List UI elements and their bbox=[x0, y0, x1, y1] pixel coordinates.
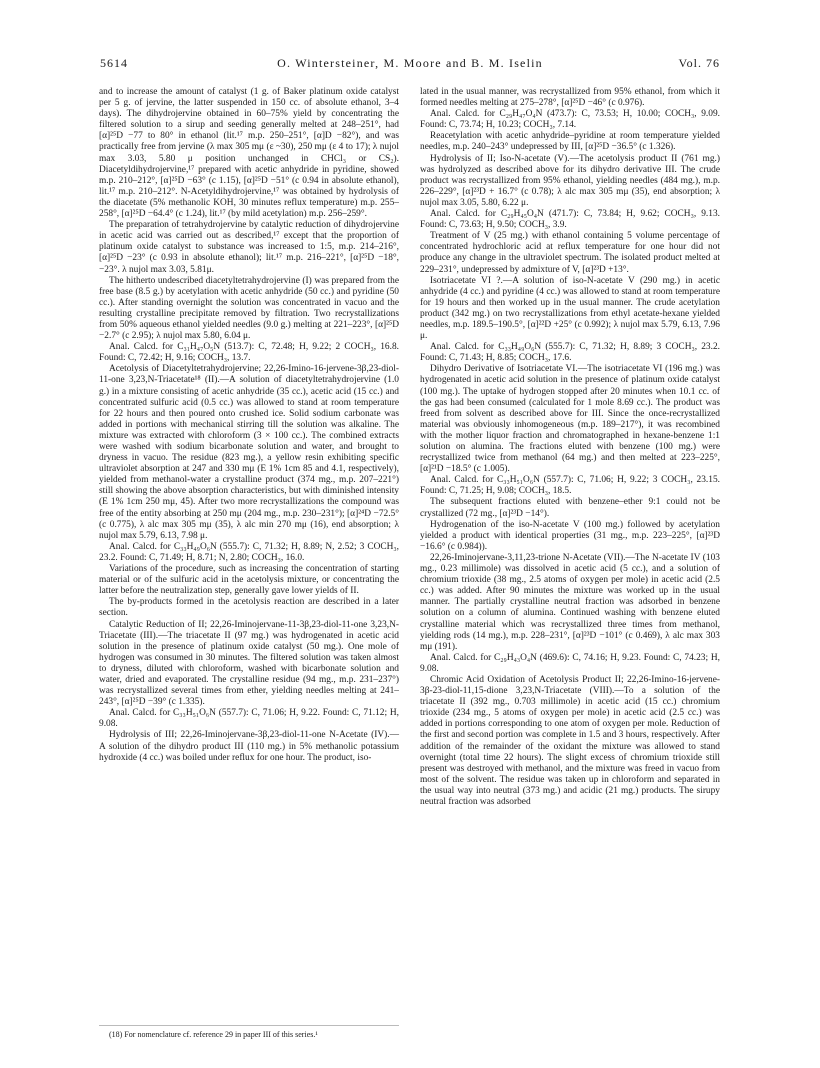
paragraph: 22,26-Iminojervane-3,11,23-trione N-Acetate (VII).—The N-acetate IV (103 mg., 0.23 millimole) was dissolved in acetic acid (5 cc.), and a solution of chromium trioxide (38 mg., 2.5 atoms of oxygen per mole) in acetic acid (2.5 cc.) was added. After 90 minutes the mixture was worked up in the usual manner. The partially crystalline neutral fraction was adsorbed in benzene solution on a column of alumina. Continued washing with benzene eluted crystalline material which was recrystallized three times from methanol, yielding rods (14 mg.), m.p. 228–231°, [α]²³D −101° (c 0.469), λ alc max 303 mμ (191). bbox=[420, 552, 720, 652]
paragraph: Anal. Calcd. for C₃₃H₅₁O₆N (557.7): C, 71.06; H, 9.22; 3 COCH₃, 23.15. Found: C, 71.25; H, 9.08; COCH₃, 18.5. bbox=[420, 475, 720, 497]
page-number: 5614 bbox=[100, 56, 128, 70]
paragraph: The subsequent fractions eluted with benzene–ether 9:1 could not be crystallized (72 mg., [α]²³D −14°). bbox=[420, 497, 720, 519]
paragraph: Anal. Calcd. for C₃₃H₄₉O₆N (555.7): C, 71.32; H, 8.89; 3 COCH₃, 23.2. Found: C, 71.43; H, 8.85; COCH₃, 17.6. bbox=[420, 342, 720, 364]
paragraph: Catalytic Reduction of II; 22,26-Iminojervane-11-3β,23-diol-11-one 3,23,N-Triacetate (III).—The triacetate II (97 mg.) was hydrogenated in acetic acid solution in the presence of platinum oxide catalyst (50 mg.). One mole of hydrogen was consumed in 30 minutes. The filtered solution was taken almost to dryness, diluted with chloroform, washed with bicarbonate solution and water, dried and evaporated. The crystalline residue (94 mg., m.p. 231–237°) was recrystallized several times from ether, yielding needles melting at 241–243°, [α]²⁵D −39° (c 1.335). bbox=[99, 619, 399, 708]
running-title-authors: O. Wintersteiner, M. Moore and B. M. Iselin bbox=[277, 56, 543, 70]
paragraph: Hydrolysis of II; Iso-N-acetate (V).—The acetolysis product II (761 mg.) was hydrolyzed as described above for its dihydro derivative III. The crude product was recrystallized from 95% ethanol, yielding needles (484 mg.), m.p. 226–229°, [α]²³D + 16.7° (c 0.78); λ alc max 305 mμ (35), end absorption; λ nujol max 3.05, 5.80, 6.22 μ. bbox=[420, 153, 720, 208]
left-column bbox=[99, 87, 399, 764]
volume-label: Vol. 76 bbox=[678, 56, 720, 70]
paragraph: Anal. Calcd. for C₃₁H₄₇O₅N (513.7): C, 72.48; H, 9.22; 2 COCH₃, 16.8. Found: C, 72.42; H, 9.16; COCH₃, 13.7. bbox=[99, 342, 399, 364]
paragraph: Treatment of V (25 mg.) with ethanol containing 5 volume percentage of concentrated hydrochloric acid at reflux temperature for one hour did not produce any change in the ultraviolet spectrum. The isolated product melted at 229–231°, undepressed by admixture of V, [α]²³D +13°. bbox=[420, 231, 720, 275]
paragraph: and to increase the amount of catalyst (1 g. of Baker platinum oxide catalyst per 5 g. of jervine, the latter suspended in 150 cc. of absolute ethanol, 3–4 days). The dihydrojervine obtained in 60–75% yield by concentrating the filtered solution to a sirup and seeding generally melted at 248–251°, had [α]²⁵D −77 to 80° in ethanol (lit.¹⁷ m.p. 250–251°, [α]D −82°), and was practically free from jervine (λ max 305 mμ (ε ~30), 250 mμ (ε 4 to 17); λ nujol max 3.03, 5.80 μ position unchanged in CHCl₃ or CS₂). Diacetyldihydrojervine,¹⁷ prepared with acetic anhydride in pyridine, showed m.p. 210–212°, [α]²⁵D −63° (c 1.15), [α]²⁵D −51° (c 0.94 in absolute ethanol), lit.¹⁷ m.p. 210–212°. N-Acetyldihydrojervine,¹⁷ was obtained by hydrolysis of the diacetate (5% methanolic KOH, 30 minutes reflux temperature) m.p. 255–258°, [α]²⁵D −64.4° (c 1.24), lit.¹⁷ (by mild acetylation) m.p. 256–259°. bbox=[99, 87, 399, 220]
paragraph: lated in the usual manner, was recrystallized from 95% ethanol, from which it formed needles melting at 275–278°, [α]²⁵D −46° (c 0.976). bbox=[420, 87, 720, 109]
paragraph: Acetolysis of Diacetyltetrahydrojervine; 22,26-Imino-16-jervene-3β,23-diol-11-one 3,23,N-Triacetate¹⁸ (II).—A solution of diacetyltetrahydrojervine (1.0 g.) in a mixture consisting of acetic anhydride (35 cc.), acetic acid (15 cc.) and concentrated sulfuric acid (0.5 cc.) was allowed to stand at room temperature for 22 hours and then poured onto crushed ice. Solid sodium carbonate was added in portions with mechanical stirring till the solution was alkaline. The mixture was extracted with chloroform (3 × 100 cc.). The combined extracts were washed with sodium bicarbonate solution and water, and brought to dryness in vacuo. The residue (823 mg.), a yellow resin exhibiting specific ultraviolet absorption at 247 and 330 mμ (E 1% 1cm 85 and 4.1, respectively), yielded from methanol-water a crystalline product (374 mg., m.p. 207–221°) still showing the above absorption characteristics, but with diminished intensity (E 1% 1cm 250 mμ, 45). After two more recrystallizations the compound was free of the entity absorbing at 250 mμ (204 mg., m.p. 230–231°); [α]²⁴D −72.5° (c 0.775), λ alc max 305 mμ (35), λ alc min 270 mμ (16), end absorption; λ nujol max 5.79, 6.13, 7.98 μ. bbox=[99, 364, 399, 541]
paragraph: Isotriacetate VI ?.—A solution of iso-N-acetate V (290 mg.) in acetic anhydride (4 cc.) and pyridine (4 cc.) was allowed to stand at room temperature for 19 hours and then worked up in the usual manner. The crude acetylation product (342 mg.) on two recrystallizations from ethyl acetate-hexane yielded needles, m.p. 189.5–190.5°, [α]²²D +25° (c 0.992); λ nujol max 5.79, 6.13, 7.96 μ. bbox=[420, 275, 720, 342]
paragraph: Anal. Calcd. for C₂₉H₄₅O₄N (471.7): C, 73.84; H, 9.62; COCH₃, 9.13. Found: C, 73.63; H, 9.50; COCH₃, 3.9. bbox=[420, 209, 720, 231]
paragraph: Anal. Calcd. for C₂₉H₄₃O₄N (469.6): C, 74.16; H, 9.23. Found: C, 74.23; H, 9.08. bbox=[420, 652, 720, 674]
page-header bbox=[100, 56, 720, 76]
paragraph: Hydrogenation of the iso-N-acetate V (100 mg.) followed by acetylation yielded a product with identical properties (31 mg., m.p. 223–225°, [α]²³D −16.6° (c 0.984)). bbox=[420, 519, 720, 552]
footnote-rule bbox=[99, 1025, 399, 1026]
paragraph: Anal. Calcd. for C₂₉H₄₇O₄N (473.7): C, 73.53; H, 10.00; COCH₃, 9.09. Found: C, 73.74; H, 10.23; COCH₃, 7.14. bbox=[420, 109, 720, 131]
paragraph: Chromic Acid Oxidation of Acetolysis Product II; 22,26-Imino-16-jervene-3β-23-diol-11,15-dione 3,23,N-Triacetate (VIII).—To a solution of the triacetate II (392 mg., 0.703 millimole) in acetic acid (15 cc.) chromium trioxide (234 mg., 5 atoms of oxygen per mole) in acetic acid (2.5 cc.) was added in portions corresponding to one atom of oxygen per mole. Reduction of the first and second portion was complete in 1.5 and 3 hours, respectively. After addition of the remainder of the oxidant the mixture was allowed to stand overnight (total time 22 hours). The slight excess of chromium trioxide still present was destroyed with methanol, and the mixture was freed in vacuo from most of the solvent. The residue was taken up in chloroform and separated in the usual way into neutral (373 mg.) and acidic (21 mg.) products. The sirupy neutral fraction was adsorbed bbox=[420, 674, 720, 807]
paragraph: Reacetylation with acetic anhydride–pyridine at room temperature yielded needles, m.p. 240–243° undepressed by III, [α]²⁵D −36.5° (c 1.326). bbox=[420, 131, 720, 153]
footnote: (18) For nomenclature cf. reference 29 in paper III of this series.¹ bbox=[109, 1030, 318, 1039]
paragraph: The preparation of tetrahydrojervine by catalytic reduction of dihydrojervine in acetic acid was carried out as described,¹⁷ except that the proportion of platinum oxide catalyst to substance was increased to 1:5, m.p. 214–216°, [α]²⁵D −23° (c 0.93 in absolute ethanol); lit.¹⁷ m.p. 216–221°, [α]²⁵D −18°, −23°. λ nujol max 3.03, 5.81μ. bbox=[99, 220, 399, 275]
paragraph: The by-products formed in the acetolysis reaction are described in a later section. bbox=[99, 597, 399, 619]
paragraph: The hitherto undescribed diacetyltetrahydrojervine (I) was prepared from the free base (8.5 g.) by acetylation with acetic anhydride (50 cc.) and pyridine (50 cc.). After standing overnight the solution was concentrated in vacuo and the resulting crystalline precipitate removed by filtration. Two recrystallizations from 50% aqueous ethanol yielded needles (9.0 g.) melting at 221–223°, [α]²⁵D −2.7° (c 2.95); λ nujol max 5.80, 6.04 μ. bbox=[99, 275, 399, 342]
paragraph: Variations of the procedure, such as increasing the concentration of starting material or of the sulfuric acid in the acetolysis mixture, or concentrating the latter before the neutralization step, generally gave lower yields of II. bbox=[99, 564, 399, 597]
paragraph: Anal. Calcd. for C₃₃H₄₉O₆N (555.7): C, 71.32; H, 8.89; N, 2.52; 3 COCH₃, 23.2. Found: C, 71.49; H, 8.71; N, 2.80; COCH₃, 16.0. bbox=[99, 541, 399, 563]
paragraph: Anal. Calcd. for C₃₃H₅₁O₆N (557.7): C, 71.06; H, 9.22. Found: C, 71.12; H, 9.08. bbox=[99, 708, 399, 730]
right-column bbox=[420, 87, 720, 808]
paragraph: Dihydro Derivative of Isotriacetate VI.—The isotriacetate VI (196 mg.) was hydrogenated in acetic acid solution in the presence of platinum oxide catalyst (100 mg.). The uptake of hydrogen stopped after 20 minutes when 10.1 cc. of the gas had been consumed (calculated for 1 mole 8.69 cc.). The product was freed from solvent as described above for III. Since the once-recrystallized material was obviously inhomogeneous (m.p. 189–217°), it was recombined with the mother liquor fraction and chromatographed in hexane-benzene 1:1 solution on alumina. The fractions eluted with benzene (100 mg.) were recrystallized twice from methanol (64 mg.) and then melted at 223–225°, [α]²¹D −18.5° (c 1.005). bbox=[420, 364, 720, 475]
paragraph: Hydrolysis of III; 22,26-Iminojervane-3β,23-diol-11-one N-Acetate (IV).—A solution of the dihydro product III (110 mg.) in 5% methanolic potassium hydroxide (4 cc.) was boiled under reflux for one hour. The product, iso- bbox=[99, 730, 399, 763]
